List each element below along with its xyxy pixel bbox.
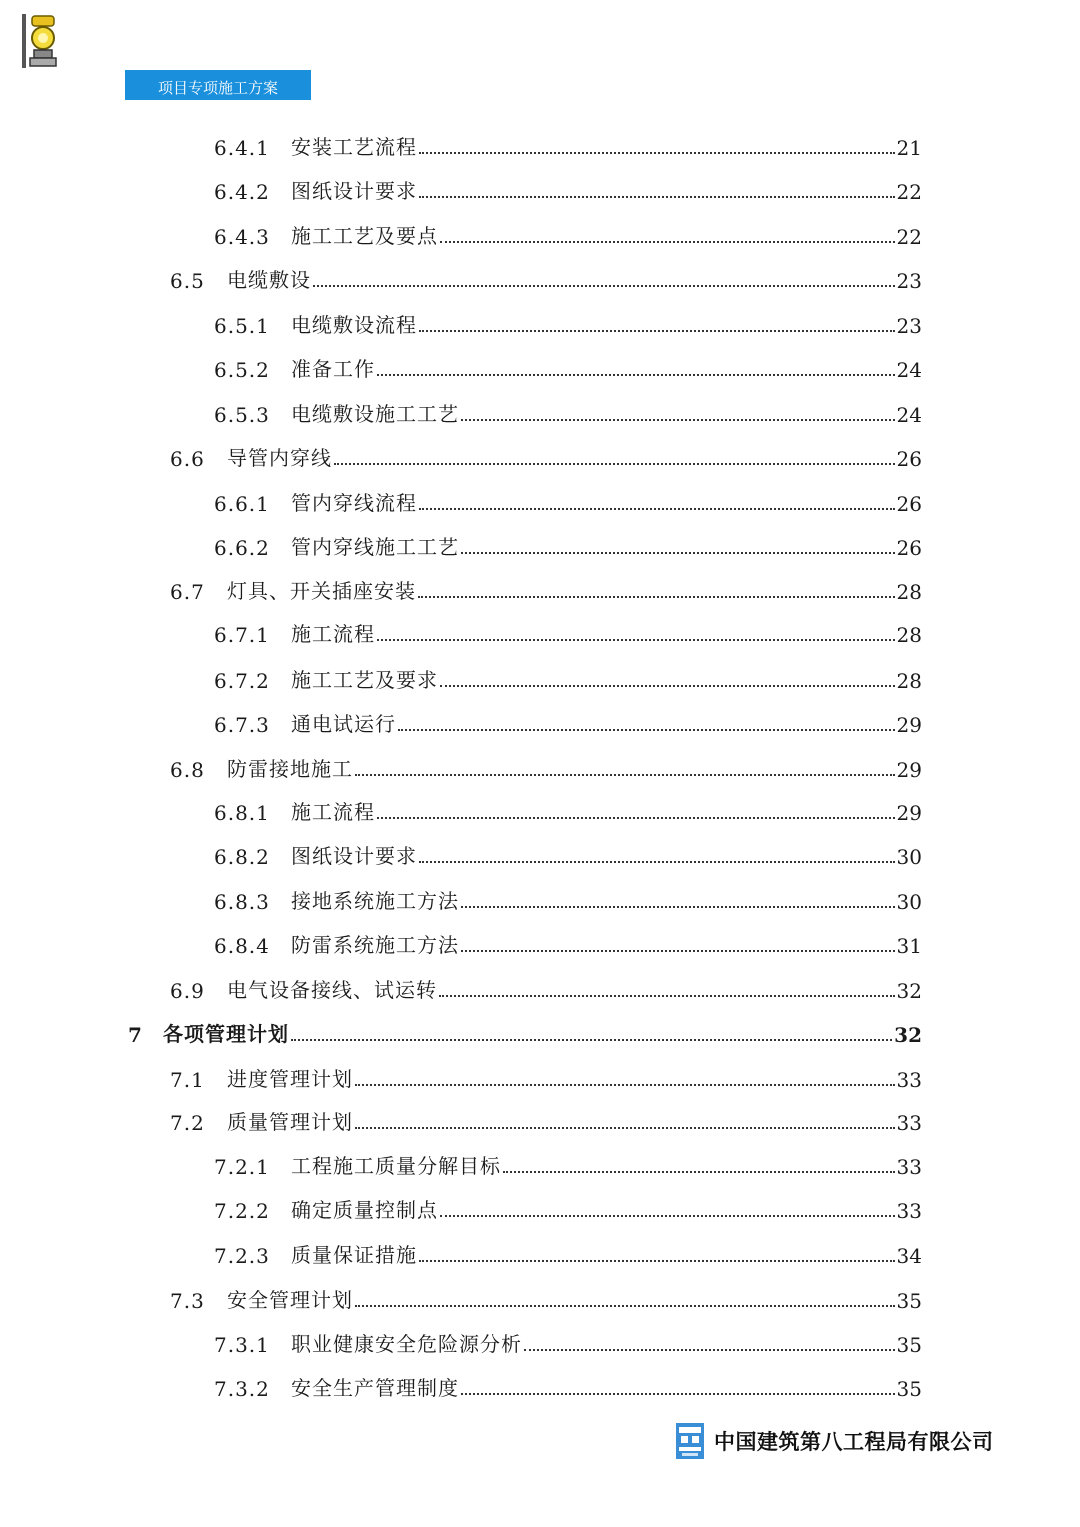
toc-entry-page: 31 — [896, 934, 922, 958]
toc-entry[interactable] — [170, 441, 922, 471]
company-name: 中国建筑第八工程局有限公司 — [714, 1429, 994, 1454]
toc-entry-title: 通电试运行 — [291, 712, 396, 736]
toc-entry[interactable] — [214, 795, 922, 825]
toc-entry-title: 电缆敷设流程 — [291, 313, 417, 337]
cscec-logo-icon — [676, 1423, 704, 1459]
toc-leader-dots — [419, 860, 895, 863]
toc-entry-page: 35 — [896, 1333, 922, 1357]
toc-entry[interactable] — [128, 1017, 922, 1047]
toc-leader-dots — [355, 1304, 895, 1307]
toc-entry[interactable] — [214, 130, 922, 160]
toc-entry-title: 确定质量控制点 — [291, 1198, 438, 1222]
toc-entry[interactable] — [214, 486, 922, 516]
toc-entry-number: 7.2 — [170, 1111, 205, 1135]
toc-leader-dots — [524, 1348, 895, 1351]
toc-entry-title: 施工流程 — [291, 800, 375, 824]
toc-entry-title: 防雷接地施工 — [227, 757, 353, 781]
toc-entry[interactable] — [214, 308, 922, 338]
toc-entry-title: 质量保证措施 — [291, 1243, 417, 1267]
toc-entry-title: 进度管理计划 — [227, 1067, 353, 1091]
toc-entry-page: 29 — [896, 758, 922, 782]
toc-entry-page: 32 — [896, 979, 922, 1003]
toc-leader-dots — [439, 994, 895, 997]
toc-entry[interactable] — [214, 397, 922, 427]
toc-entry-title: 电缆敷设 — [227, 268, 311, 292]
toc-entry-number: 6.4.2 — [214, 180, 270, 204]
toc-entry[interactable] — [170, 1283, 922, 1313]
toc-entry-number: 6.5.2 — [214, 358, 270, 382]
toc-leader-dots — [355, 773, 895, 776]
toc-entry[interactable] — [214, 884, 922, 914]
toc-entry-page: 22 — [896, 225, 922, 249]
toc-entry-number: 6.6 — [170, 447, 205, 471]
toc-leader-dots — [313, 284, 895, 287]
toc-entry-number: 6.5 — [170, 269, 205, 293]
toc-entry[interactable] — [170, 973, 922, 1003]
toc-leader-dots — [377, 373, 895, 376]
toc-entry[interactable] — [214, 663, 922, 693]
toc-entry-title: 准备工作 — [291, 357, 375, 381]
toc-entry-number: 7.3.2 — [214, 1377, 270, 1401]
toc-entry-number: 6.7.2 — [214, 669, 270, 693]
toc-entry-number: 6.6.1 — [214, 492, 270, 516]
toc-leader-dots — [440, 1214, 895, 1217]
toc-entry-title: 图纸设计要求 — [291, 179, 417, 203]
toc-entry-page: 33 — [896, 1199, 922, 1223]
toc-entry-page: 24 — [896, 403, 922, 427]
toc-entry-number: 6.8.2 — [214, 845, 270, 869]
toc-entry[interactable] — [214, 839, 922, 869]
toc-entry-page: 34 — [896, 1244, 922, 1268]
toc-leader-dots — [503, 1170, 895, 1173]
toc-entry-number: 6.7.3 — [214, 713, 270, 737]
toc-entry-number: 6.4.3 — [214, 225, 270, 249]
document-section-tab: 项目专项施工方案 — [125, 70, 311, 100]
toc-entry[interactable] — [170, 574, 922, 604]
toc-entry-title: 安全生产管理制度 — [291, 1376, 459, 1400]
toc-leader-dots — [418, 595, 895, 598]
toc-entry-number: 6.5.3 — [214, 403, 270, 427]
toc-entry-page: 33 — [896, 1111, 922, 1135]
toc-entry-page: 29 — [896, 713, 922, 737]
toc-entry-page: 26 — [896, 536, 922, 560]
toc-entry-number: 6.8.4 — [214, 934, 270, 958]
toc-entry-page: 29 — [896, 801, 922, 825]
toc-entry-page: 33 — [896, 1068, 922, 1092]
toc-entry-number: 6.8.1 — [214, 801, 270, 825]
toc-entry-number: 6.7.1 — [214, 623, 270, 647]
toc-entry-title: 施工工艺及要点 — [291, 224, 438, 248]
toc-entry-page: 30 — [896, 845, 922, 869]
toc-entry[interactable] — [214, 1371, 922, 1401]
toc-leader-dots — [419, 329, 895, 332]
toc-leader-dots — [291, 1038, 892, 1041]
toc-entry-number: 6.8.3 — [214, 890, 270, 914]
toc-entry-page: 32 — [894, 1023, 922, 1047]
toc-entry-title: 电缆敷设施工工艺 — [291, 402, 459, 426]
toc-entry-page: 21 — [896, 136, 922, 160]
toc-leader-dots — [461, 905, 895, 908]
toc-entry-page: 33 — [896, 1155, 922, 1179]
toc-leader-dots — [461, 551, 895, 554]
toc-entry-page: 35 — [896, 1289, 922, 1313]
toc-leader-dots — [461, 949, 895, 952]
toc-entry[interactable] — [214, 174, 922, 204]
toc-entry-page: 23 — [896, 269, 922, 293]
toc-entry-page: 23 — [896, 314, 922, 338]
toc-entry-title: 工程施工质量分解目标 — [291, 1154, 501, 1178]
toc-entry-title: 管内穿线流程 — [291, 491, 417, 515]
toc-leader-dots — [419, 1259, 895, 1262]
toc-leader-dots — [377, 816, 895, 819]
toc-entry[interactable] — [214, 219, 922, 249]
toc-entry-number: 6.8 — [170, 758, 205, 782]
toc-leader-dots — [440, 684, 895, 687]
toc-entry-number: 7.2.1 — [214, 1155, 270, 1179]
toc-entry[interactable] — [214, 1238, 922, 1268]
toc-leader-dots — [355, 1126, 895, 1129]
toc-entry[interactable] — [170, 1105, 922, 1135]
toc-entry-title: 质量管理计划 — [227, 1110, 353, 1134]
toc-entry[interactable] — [214, 1149, 922, 1179]
toc-entry-number: 7.2.2 — [214, 1199, 270, 1223]
toc-entry-number: 7.1 — [170, 1068, 205, 1092]
toc-entry-number: 7.2.3 — [214, 1244, 270, 1268]
toc-entry-page: 28 — [896, 669, 922, 693]
toc-entry-page: 24 — [896, 358, 922, 382]
toc-entry-page: 35 — [896, 1377, 922, 1401]
toc-entry[interactable] — [214, 1193, 922, 1223]
toc-entry-title: 电气设备接线、试运转 — [227, 978, 437, 1002]
toc-entry-number: 7.3.1 — [214, 1333, 270, 1357]
toc-entry-page: 30 — [896, 890, 922, 914]
toc-leader-dots — [355, 1083, 895, 1086]
toc-entry-number: 6.4.1 — [214, 136, 270, 160]
toc-leader-dots — [461, 418, 895, 421]
toc-entry-title: 图纸设计要求 — [291, 844, 417, 868]
toc-entry-number: 7.3 — [170, 1289, 205, 1313]
toc-leader-dots — [377, 638, 895, 641]
company-footer — [676, 1422, 994, 1460]
toc-entry-title: 安装工艺流程 — [291, 135, 417, 159]
toc-entry-page: 28 — [896, 623, 922, 647]
toc-entry[interactable] — [170, 752, 922, 782]
toc-entry[interactable] — [214, 928, 922, 958]
toc-entry[interactable] — [214, 617, 922, 647]
toc-entry-title: 接地系统施工方法 — [291, 889, 459, 913]
toc-entry-title: 防雷系统施工方法 — [291, 933, 459, 957]
toc-entry-number: 6.9 — [170, 979, 205, 1003]
toc-entry-number: 6.5.1 — [214, 314, 270, 338]
toc-leader-dots — [334, 462, 895, 465]
toc-leader-dots — [419, 507, 895, 510]
toc-entry-title: 施工流程 — [291, 622, 375, 646]
toc-entry[interactable] — [214, 530, 922, 560]
toc-entry-page: 28 — [896, 580, 922, 604]
toc-entry-number: 6.7 — [170, 580, 205, 604]
toc-leader-dots — [419, 195, 895, 198]
toc-entry-number: 6.6.2 — [214, 536, 270, 560]
toc-entry[interactable] — [214, 1327, 922, 1357]
toc-entry-title: 职业健康安全危险源分析 — [291, 1332, 522, 1356]
toc-entry-title: 灯具、开关插座安装 — [227, 579, 416, 603]
toc-entry[interactable] — [214, 352, 922, 382]
toc-leader-dots — [398, 728, 895, 731]
toc-entry-number: 7 — [128, 1023, 143, 1047]
toc-leader-dots — [461, 1392, 895, 1395]
toc-leader-dots — [419, 151, 895, 154]
toc-entry[interactable] — [170, 1062, 922, 1092]
toc-entry-title: 施工工艺及要求 — [291, 668, 438, 692]
toc-entry-title: 导管内穿线 — [227, 446, 332, 470]
toc-entry-page: 22 — [896, 180, 922, 204]
toc-entry-title: 安全管理计划 — [227, 1288, 353, 1312]
toc-leader-dots — [440, 240, 895, 243]
toc-entry-page: 26 — [896, 492, 922, 516]
toc-entry-title: 管内穿线施工工艺 — [291, 535, 459, 559]
company-emblem-icon — [18, 12, 66, 70]
toc-entry[interactable] — [170, 263, 922, 293]
toc-entry-title: 各项管理计划 — [163, 1022, 289, 1046]
toc-entry-page: 26 — [896, 447, 922, 471]
toc-entry[interactable] — [214, 707, 922, 737]
